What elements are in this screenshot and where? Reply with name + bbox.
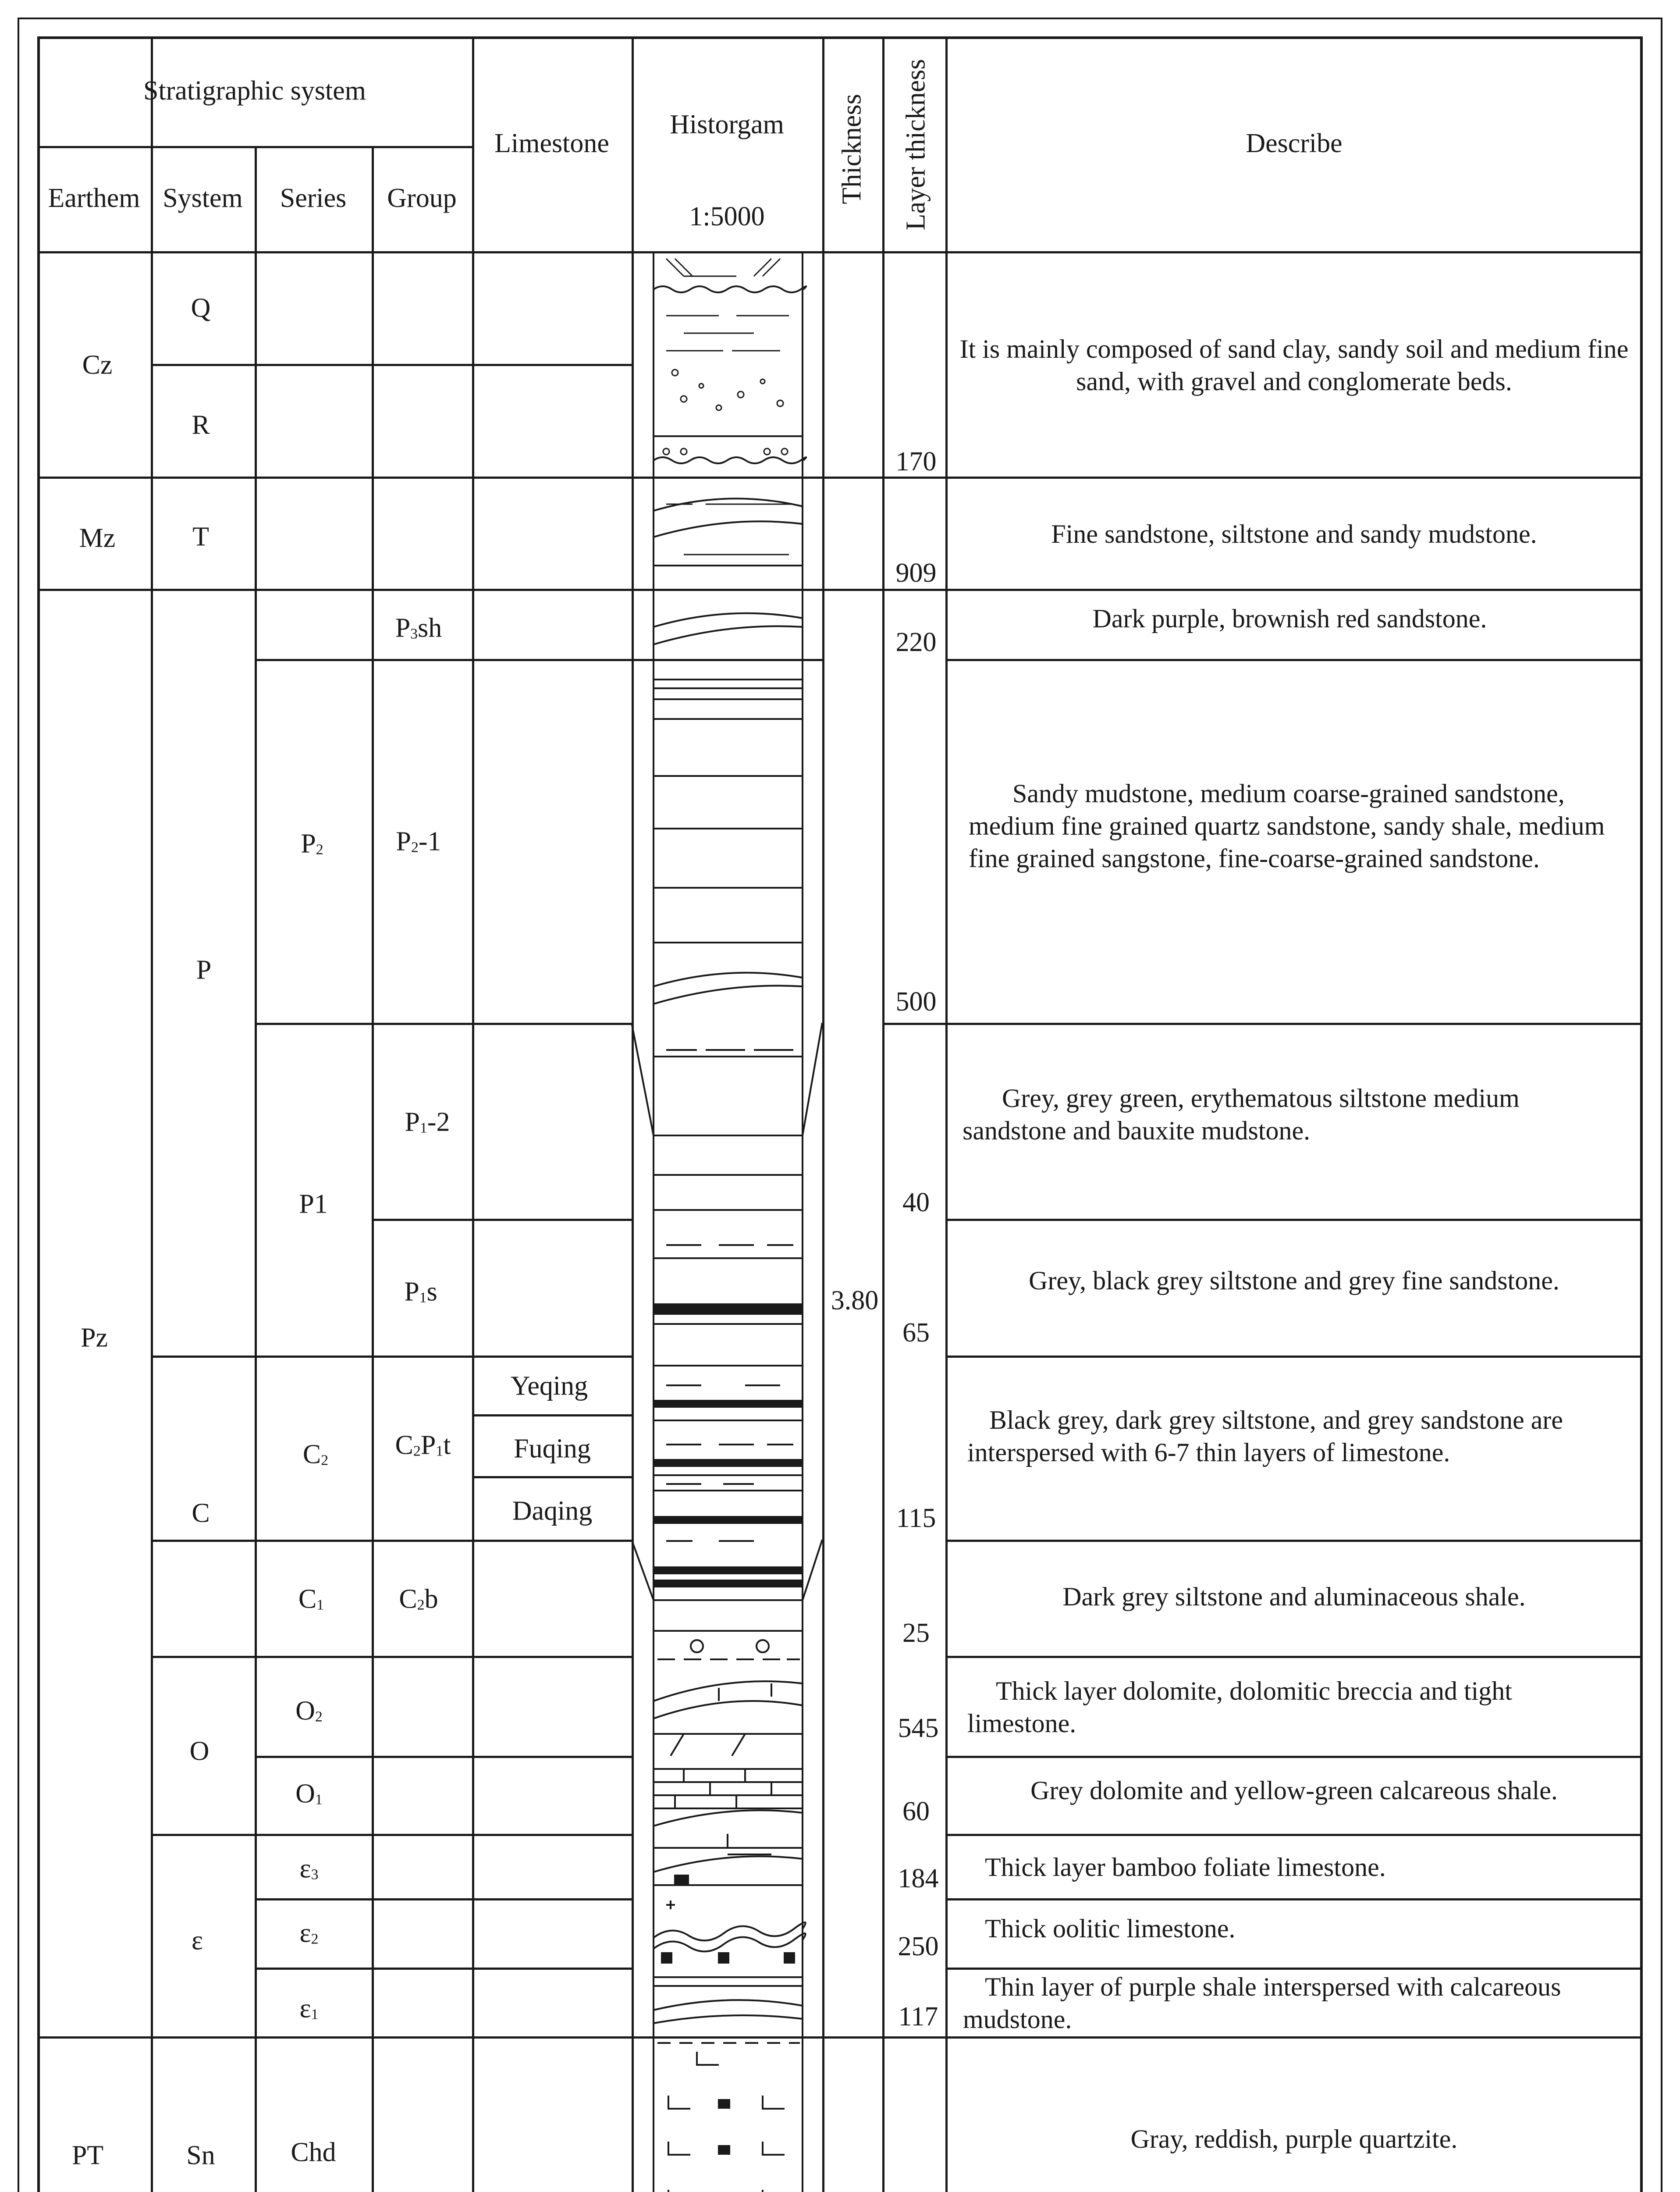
limestone-daqing: Daqing (512, 1496, 593, 1526)
lithology-chd (657, 2043, 800, 2192)
header-system: System (163, 183, 243, 214)
lithology-o2 (654, 1681, 803, 1756)
header-group: Group (387, 183, 457, 214)
layer-thickness-value: 909 (895, 558, 937, 588)
description-c2p1t: Black grey, dark grey siltstone, and grey sandstone are interspersed with 6-7 thin layers of limestone. (967, 1406, 1563, 1467)
description-c2b: Dark grey siltstone and aluminaceous shale. (1062, 1582, 1526, 1611)
layer-thickness-value: 115 (896, 1503, 936, 1533)
limestone-yeqing: Yeqing (510, 1371, 588, 1401)
series-e3: ɛ$_3$ (299, 1854, 319, 1884)
description-p3sh: Dark purple, brownish red sandstone. (1092, 604, 1487, 633)
layer-thickness-value: 170 (895, 447, 937, 477)
layer-thickness-value: 117 (898, 2002, 938, 2032)
description-t: Fine sandstone, siltstone and sandy mudstone. (1051, 519, 1537, 548)
layer-thickness-value: 184 (898, 1864, 939, 1893)
description-e1: Thin layer of purple shale interspersed with calcareous mudstone. (963, 1972, 1561, 2034)
group-p1s: $P_1s$ (404, 1277, 437, 1307)
description-p1s: Grey, black grey siltstone and grey fine sandstone. (1029, 1266, 1559, 1295)
system-cambrian: ɛ (191, 1925, 203, 1956)
series-e2: ɛ$_2$ (299, 1918, 319, 1948)
lithology-mz (654, 498, 803, 566)
description-chd: Gray, reddish, purple quartzite. (1130, 2124, 1458, 2153)
lithology-p3sh (654, 613, 803, 644)
series-o1: $O_1$ (295, 1779, 323, 1809)
series-chd: Chd (291, 2137, 336, 2167)
lithology-p1s (654, 1245, 803, 1324)
description-p2-1: Sandy mudstone, medium coarse-grained sandstone, medium fine grained quartz sandstone, sandy shale, medium fine grained sangstone, fine-coarse-grained sandstone. (969, 779, 1605, 873)
header-thickness: Thickness (837, 94, 867, 204)
lithology-p2-1 (654, 680, 803, 1004)
limestone-fuqing: Fuqing (514, 1434, 591, 1464)
lithology-p1-2 (632, 1023, 822, 1210)
description-p1-2: Grey, grey green, erythematous siltstone medium sandstone and bauxite mudstone. (963, 1084, 1520, 1145)
lithology-cz (654, 259, 806, 463)
group-p3sh: $P_3sh$ (395, 613, 442, 643)
description-o2: Thick layer dolomite, dolomitic breccia and tight limestone. (967, 1676, 1512, 1738)
layer-thickness-value: 250 (898, 1932, 939, 1961)
series-p2: $P_2$ (301, 829, 323, 859)
series-o2: $O_2$ (295, 1696, 323, 1726)
earthem-pz: Pz (81, 1323, 108, 1353)
earthem-pt: PT (71, 2140, 104, 2171)
header-earthem: Earthem (48, 183, 140, 214)
system-sn: Sn (186, 2140, 215, 2171)
series-e1: ɛ$_1$ (299, 1993, 319, 2024)
group-c2p1t: $C_2P_1t$ (395, 1430, 451, 1460)
layer-thickness-value: 25 (902, 1618, 930, 1648)
system-p: P (196, 955, 212, 985)
header-stratigraphic-system: Stratigraphic system (143, 76, 366, 106)
series-c1: $C_1$ (298, 1584, 324, 1614)
layer-thickness-value: 60 (902, 1797, 930, 1826)
description-o1: Grey dolomite and yellow-green calcareous shale. (1030, 1776, 1558, 1805)
system-t: T (192, 522, 209, 552)
system-q: Q (191, 293, 211, 323)
group-p2-1: $P_2-1$ (396, 826, 441, 857)
header-histogram: Historgam (670, 110, 784, 140)
header-layer-thickness: Layer thickness (901, 59, 931, 231)
earthem-mz: Mz (79, 523, 116, 553)
earthem-cz: Cz (82, 350, 113, 380)
group-c2b: $C_2b$ (399, 1584, 438, 1614)
group-p1-2: $P_1-2$ (405, 1107, 450, 1137)
layer-thickness-value: 40 (902, 1188, 930, 1217)
lithology-e2 (654, 1900, 806, 1963)
lithology-e3 (654, 1834, 803, 1885)
system-r: R (192, 410, 210, 440)
layer-thickness-value: 65 (902, 1318, 930, 1348)
lithology-c2b (654, 1567, 803, 1659)
series-p1: P1 (299, 1189, 328, 1219)
header-scale: 1:5000 (689, 202, 765, 232)
description-e2: Thick oolitic limestone. (985, 1914, 1236, 1943)
lithology-e1 (654, 1977, 803, 2023)
lithology-o1 (654, 1769, 803, 1826)
thickness-value: 3.80 (831, 1285, 879, 1316)
layer-thickness-value: 500 (895, 987, 937, 1017)
header-series: Series (280, 183, 347, 214)
lithology-c2p1t (632, 1366, 822, 1600)
header-describe: Describe (1246, 128, 1343, 159)
layer-thickness-value: 545 (898, 1713, 939, 1743)
header-limestone: Limestone (494, 128, 609, 159)
series-c2: $C_2$ (302, 1439, 329, 1470)
system-o: O (189, 1736, 210, 1766)
description-e3: Thick layer bamboo foliate limestone. (985, 1853, 1386, 1882)
layer-thickness-value: 220 (895, 627, 937, 657)
system-c: C (192, 1498, 210, 1528)
description-cz: It is mainly composed of sand clay, sandy soil and medium fine sand, with gravel and conglomerate beds. (959, 334, 1629, 396)
